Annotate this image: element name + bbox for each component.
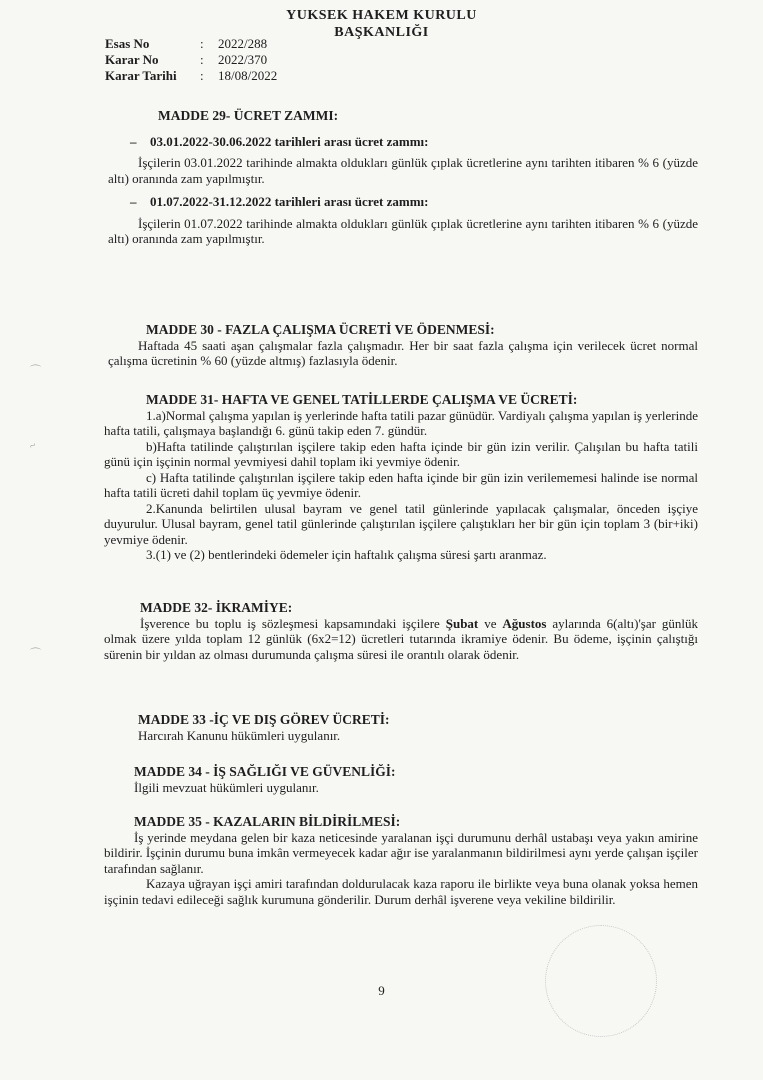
article-title: MADDE 35 - KAZALARIN BİLDİRİLMESİ:: [134, 814, 401, 829]
article-paragraph: Harcırah Kanunu hükümleri uygulanır.: [138, 727, 341, 743]
article-31: [104, 392, 698, 563]
article-33: [138, 712, 698, 743]
article-title: MADDE 31- HAFTA VE GENEL TATİLLERDE ÇALIŞMA VE ÜCRETİ:: [146, 392, 578, 407]
article-29: [108, 108, 698, 247]
article-30: [108, 322, 698, 369]
margin-mark: ⌒: [30, 365, 41, 377]
case-info-label: Karar Tarihi: [105, 68, 177, 83]
article-paragraph: İşçilerin 01.07.2022 tarihinde almakta oldukları günlük çıplak ücretlerine aynı tarihten itibaren % 6 (yüzde altı) oranında zam yapılmıştır.: [108, 215, 698, 246]
article-paragraph: c) Hafta tatilinde çalıştırılan işçilere takip eden hafta içinde bir gün izin verilememesi halinde ise normal hafta tatili ücreti dahil toplam üç yevmiye ödenir.: [104, 469, 698, 500]
article-paragraph: İşverence bu toplu iş sözleşmesi kapsamındaki işçilere Şubat ve Ağustos aylarında 6(altı)'şar günlük olmak üzere yılda toplam 12 günlük (6x2=12) ücretleri tutarında ikramiye ödenir. Bu ödeme, işçinin çalıştığı sürenin bir yıldan az olması durumunda çalışma süresi ile orantılı olarak ödenir.: [104, 615, 698, 662]
article-paragraph: İş yerinde meydana gelen bir kaza neticesinde yaralanan işçi durumunu derhâl ustabaşı veya yakın amirine bildirir. İşçinin durumu buna imkân vermeyecek kadar ağır ise yaralanmanın bildirilmesi aynı yerde çalışan işçiler tarafından sağlanır.: [104, 829, 698, 876]
article-title: MADDE 33 -İÇ VE DIŞ GÖREV ÜCRETİ:: [138, 712, 390, 727]
article-title: MADDE 34 - İŞ SAĞLIĞI VE GÜVENLİĞİ:: [134, 764, 396, 779]
article-paragraph: b)Hafta tatilinde çalıştırılan işçilere takip eden hafta içinde bir gün izin verilir. Çalışılan bu hafta tatili günü için işçinin normal yevmiyesi dahil toplam iki yevmiye ödenir.: [104, 438, 698, 469]
case-info-label: Esas No: [105, 36, 150, 51]
article-34: [134, 764, 694, 795]
article-paragraph: İşçilerin 03.01.2022 tarihinde almakta oldukları günlük çıplak ücretlerine aynı tarihten itibaren % 6 (yüzde altı) oranında zam yapılmıştır.: [108, 155, 698, 186]
faded-seal-stamp: [545, 925, 657, 1037]
case-info-row: Karar Tarihi : 18/08/2022: [105, 68, 278, 83]
article-title: MADDE 32- İKRAMİYE:: [140, 600, 293, 615]
article-paragraph: İlgili mevzuat hükümleri uygulanır.: [134, 779, 319, 795]
institution-name: YUKSEK HAKEM KURULU: [286, 8, 477, 23]
institution-department: BAŞKANLIĞI: [334, 25, 429, 40]
page-number: 9: [378, 983, 385, 998]
article-paragraph: Haftada 45 saati aşan çalışmalar fazla çalışmadır. Her bir saat fazla çalışma için verilecek ücret normal çalışma ücretinin % 60 (yüzde altmış) fazlasıyla ödenir.: [108, 337, 698, 368]
case-info: [105, 36, 277, 84]
margin-mark: ⌒: [30, 648, 41, 660]
article-title: MADDE 30 - FAZLA ÇALIŞMA ÜCRETİ VE ÖDENMESİ:: [146, 322, 495, 337]
case-info-value: 2022/288: [218, 36, 268, 51]
case-info-row: Esas No : 2022/288: [105, 36, 268, 51]
case-info-value: 2022/370: [218, 52, 268, 67]
article-32: [104, 600, 698, 662]
case-info-row: Karar No : 2022/370: [105, 52, 268, 67]
article-35: [104, 814, 698, 907]
case-info-label: Karar No: [105, 52, 159, 67]
case-info-value: 18/08/2022: [218, 68, 278, 83]
article-paragraph: 3.(1) ve (2) bentlerindeki ödemeler için haftalık çalışma süresi şartı aranmaz.: [146, 547, 547, 562]
article-subheading: – 01.07.2022-31.12.2022 tarihleri arası ücret zammı:: [130, 194, 429, 209]
article-paragraph: 1.a)Normal çalışma yapılan iş yerlerinde hafta tatili pazar günüdür. Vardiyalı çalışma yapılan iş yerlerinde hafta tatili, çalışmaya başlandığı 6. günü takip eden 7. gündür.: [104, 407, 698, 438]
article-paragraph: 2.Kanunda belirtilen ulusal bayram ve genel tatil günlerinde yapılacak çalışmalar, önceden işçiye duyurulur. Ulusal bayram, genel tatil günlerinde çalıştırılan işçilere çalıştıkları her bir gün için toplam 3 (bir+iki) yevmiye ödenir.: [104, 500, 698, 547]
article-paragraph: Kazaya uğrayan işçi amiri tarafından doldurulacak kaza raporu ile birlikte veya buna olanak yoksa hemen işçinin tedavi edileceği sağlık kurumuna gönderilir. Durum derhâl işverene veya vekiline bildirilir.: [104, 876, 698, 907]
article-subheading: – 03.01.2022-30.06.2022 tarihleri arası ücret zammı:: [130, 133, 429, 149]
handwritten-initial: ~: [27, 439, 39, 453]
article-title: MADDE 29- ÜCRET ZAMMI:: [158, 108, 339, 123]
